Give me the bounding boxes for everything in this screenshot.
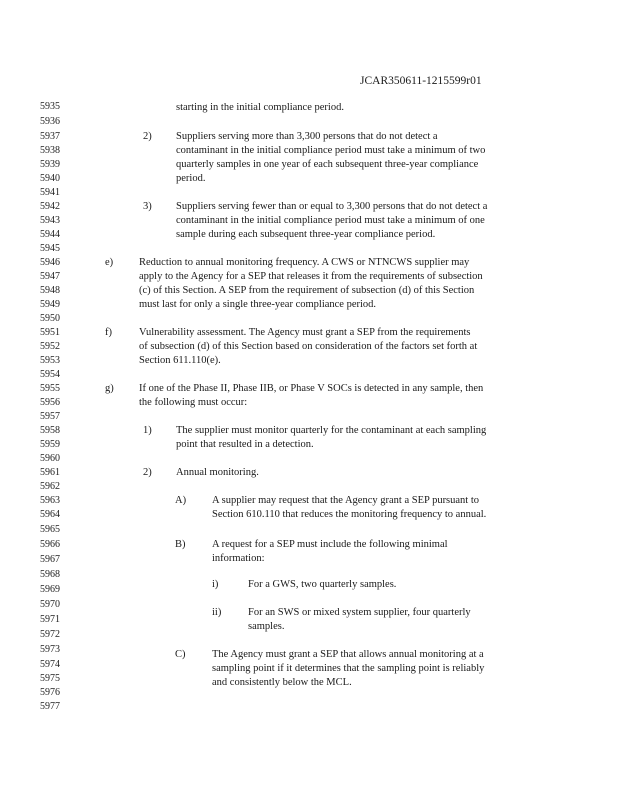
line-number: 5974 xyxy=(40,659,60,670)
line-number: 5949 xyxy=(40,299,60,310)
paragraph-text xyxy=(212,494,486,522)
paragraph-text xyxy=(176,200,487,242)
line-number: 5960 xyxy=(40,453,60,464)
line-number: 5976 xyxy=(40,687,60,698)
text-line: Section 611.110(e). xyxy=(139,355,221,366)
paragraph-text xyxy=(248,578,396,592)
text-line: Vulnerability assessment. The Agency must grant a SEP from the requirements xyxy=(139,327,471,338)
text-line: quarterly samples in one year of each subsequent three-year compliance xyxy=(176,159,479,170)
item-marker: e) xyxy=(105,257,114,268)
line-number: 5971 xyxy=(40,614,60,625)
text-line: For an SWS or mixed system supplier, four quarterly xyxy=(248,607,471,618)
line-number: 5944 xyxy=(40,229,60,240)
line-number: 5972 xyxy=(40,629,60,640)
line-number: 5939 xyxy=(40,159,60,170)
line-number: 5943 xyxy=(40,215,60,226)
text-line: contaminant in the initial compliance period must take a minimum of two xyxy=(176,145,486,156)
text-line: sampling point if it determines that the sampling point is reliably xyxy=(212,663,485,674)
line-number: 5977 xyxy=(40,701,60,712)
line-number: 5953 xyxy=(40,355,60,366)
item-marker: f) xyxy=(105,327,112,338)
text-line: period. xyxy=(176,173,206,184)
line-number: 5945 xyxy=(40,243,60,254)
line-number: 5962 xyxy=(40,481,60,492)
line-number: 5963 xyxy=(40,495,60,506)
text-line: starting in the initial compliance period. xyxy=(176,102,344,113)
item-marker: 2) xyxy=(143,131,152,142)
paragraph-text xyxy=(248,606,471,634)
item-marker: g) xyxy=(105,383,114,394)
paragraph-text xyxy=(139,256,483,312)
line-number: 5959 xyxy=(40,439,60,450)
line-number: 5970 xyxy=(40,599,60,610)
line-number: 5951 xyxy=(40,327,60,338)
line-number: 5952 xyxy=(40,341,60,352)
text-line: The supplier must monitor quarterly for the contaminant at each sampling xyxy=(176,425,487,436)
paragraph-text xyxy=(212,648,484,690)
text-line: must last for only a single three-year compliance period. xyxy=(139,299,377,310)
line-number: 5968 xyxy=(40,569,60,580)
document-id: JCAR350611-1215599r01 xyxy=(360,75,482,87)
line-number: 5936 xyxy=(40,116,60,127)
text-line: apply to the Agency for a SEP that releases it from the requirements of subsection xyxy=(139,271,483,282)
text-line: A request for a SEP must include the following minimal xyxy=(212,539,448,550)
line-number: 5965 xyxy=(40,524,60,535)
text-line: of subsection (d) of this Section based on consideration of the factors set forth at xyxy=(139,341,478,352)
text-line: Suppliers serving more than 3,300 persons that do not detect a xyxy=(176,131,438,142)
paragraph-text xyxy=(176,130,485,186)
text-line: The Agency must grant a SEP that allows annual monitoring at a xyxy=(212,649,484,660)
text-line: samples. xyxy=(248,621,285,632)
text-line: A supplier may request that the Agency grant a SEP pursuant to xyxy=(212,495,480,506)
item-marker: C) xyxy=(175,649,186,660)
line-number: 5966 xyxy=(40,539,60,550)
text-line: point that resulted in a detection. xyxy=(176,439,314,450)
paragraph-text xyxy=(176,424,486,452)
line-number: 5958 xyxy=(40,425,60,436)
text-line: information: xyxy=(212,553,265,564)
line-number: 5955 xyxy=(40,383,60,394)
item-marker: 3) xyxy=(143,201,152,212)
line-number: 5973 xyxy=(40,644,60,655)
paragraph-text xyxy=(139,382,483,410)
line-number: 5964 xyxy=(40,509,60,520)
line-number: 5935 xyxy=(40,101,60,112)
item-marker: ii) xyxy=(212,607,222,618)
text-line: (c) of this Section. A SEP from the requirement of subsection (d) of this Section xyxy=(139,285,475,296)
line-number: 5954 xyxy=(40,369,60,380)
text-line: Section 610.110 that reduces the monitoring frequency to annual. xyxy=(212,509,487,520)
text-line: For a GWS, two quarterly samples. xyxy=(248,579,397,590)
line-number: 5940 xyxy=(40,173,60,184)
item-marker: B) xyxy=(175,539,186,550)
paragraph-text xyxy=(212,538,448,566)
item-marker: A) xyxy=(175,495,187,506)
line-number: 5937 xyxy=(40,131,60,142)
line-number: 5950 xyxy=(40,313,60,324)
paragraph-text xyxy=(139,326,477,368)
line-number: 5975 xyxy=(40,673,60,684)
text-line: sample during each subsequent three-year compliance period. xyxy=(176,229,436,240)
text-line: If one of the Phase II, Phase IIB, or Phase V SOCs is detected in any sample, then xyxy=(139,383,484,394)
paragraph-text xyxy=(176,466,259,480)
item-marker: i) xyxy=(212,579,219,590)
line-number: 5947 xyxy=(40,271,60,282)
line-number: 5967 xyxy=(40,554,60,565)
item-marker: 2) xyxy=(143,467,152,478)
text-line: and consistently below the MCL. xyxy=(212,677,352,688)
line-number: 5942 xyxy=(40,201,60,212)
line-number: 5941 xyxy=(40,187,60,198)
line-number: 5969 xyxy=(40,584,60,595)
line-number: 5956 xyxy=(40,397,60,408)
item-marker: 1) xyxy=(143,425,152,436)
line-number: 5938 xyxy=(40,145,60,156)
paragraph-text xyxy=(176,101,344,115)
line-number: 5961 xyxy=(40,467,60,478)
text-line: Reduction to annual monitoring frequency. A CWS or NTNCWS supplier may xyxy=(139,257,470,268)
line-number: 5948 xyxy=(40,285,60,296)
text-line: contaminant in the initial compliance period must take a minimum of one xyxy=(176,215,485,226)
line-number: 5946 xyxy=(40,257,60,268)
text-line: Annual monitoring. xyxy=(176,467,259,478)
text-line: the following must occur: xyxy=(139,397,248,408)
text-line: Suppliers serving fewer than or equal to 3,300 persons that do not detect a xyxy=(176,201,488,212)
line-number: 5957 xyxy=(40,411,60,422)
